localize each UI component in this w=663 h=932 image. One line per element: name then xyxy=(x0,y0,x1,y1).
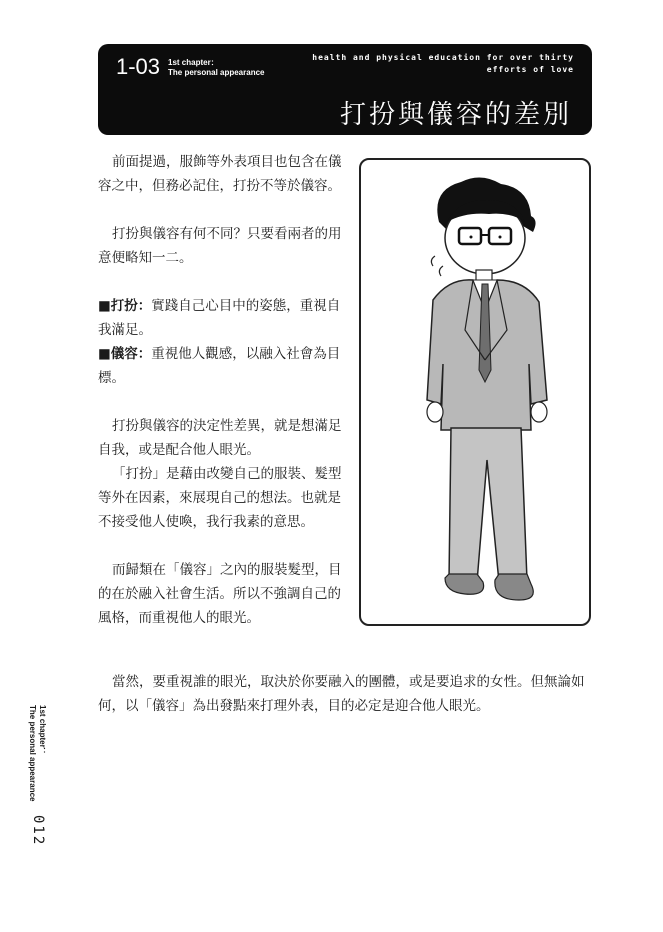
definition-term: ■儀容： xyxy=(98,346,152,362)
definition-dressup xyxy=(98,294,348,342)
paragraph-4: 「打扮」是藉由改變自己的服裝、髮型等外在因素，來展現自己的想法。也就是不接受他人使喚，我行我素的意思。 xyxy=(98,466,342,530)
definition-appearance xyxy=(98,342,348,390)
chapter-title-en: The personal appearance xyxy=(168,68,265,77)
sidebar-chapter xyxy=(27,705,47,801)
section-title: 打扮與儀容的差別 xyxy=(339,100,572,130)
tagline-line-1: health and physical education for over thirty xyxy=(312,53,574,62)
illustration-panel xyxy=(359,158,591,626)
paragraph-1: 前面提過，服飾等外表項目也包含在儀容之中，但務必記住，打扮不等於儀容。 xyxy=(98,154,342,194)
tagline-line-2: efforts of love xyxy=(486,65,574,74)
tagline xyxy=(312,52,574,76)
definition-term: ■打扮： xyxy=(98,298,152,314)
sidebar-running-head xyxy=(27,705,57,905)
sidebar-chapter-label: 1st chapter： xyxy=(38,705,47,756)
man-in-suit-illustration xyxy=(361,160,589,624)
paragraph-6 xyxy=(98,670,598,718)
paragraph-3: 打扮與儀容的決定性差異，就是想滿足自我，或是配合他人眼光。 xyxy=(98,418,342,458)
paragraph-5: 而歸類在「儀容」之內的服裝髮型，目的在於融入社會生活。所以不強調自己的風格，而重視他人的眼光。 xyxy=(98,562,342,626)
page-number: 012 xyxy=(30,815,46,847)
chapter-number: 1-03 xyxy=(116,54,161,79)
paragraph-2: 打扮與儀容有何不同？只要看兩者的用意便略知一二。 xyxy=(98,226,342,266)
sidebar-chapter-title: The personal appearance xyxy=(28,705,37,802)
chapter-header xyxy=(98,44,592,135)
body-text xyxy=(98,150,348,630)
definition-text: 實踐自己心目中的姿態，重視自我滿足。 xyxy=(98,298,341,338)
chapter-label xyxy=(168,58,264,78)
paragraph-6-text: 當然，要重視誰的眼光，取決於你要融入的團體，或是要追求的女性。但無論如何，以「儀容」為出發點來打理外表，目的必定是迎合他人眼光。 xyxy=(98,674,585,714)
definition-text: 重視他人觀感，以融入社會為目標。 xyxy=(98,346,341,386)
chapter-label-line: 1st chapter： xyxy=(168,58,219,67)
